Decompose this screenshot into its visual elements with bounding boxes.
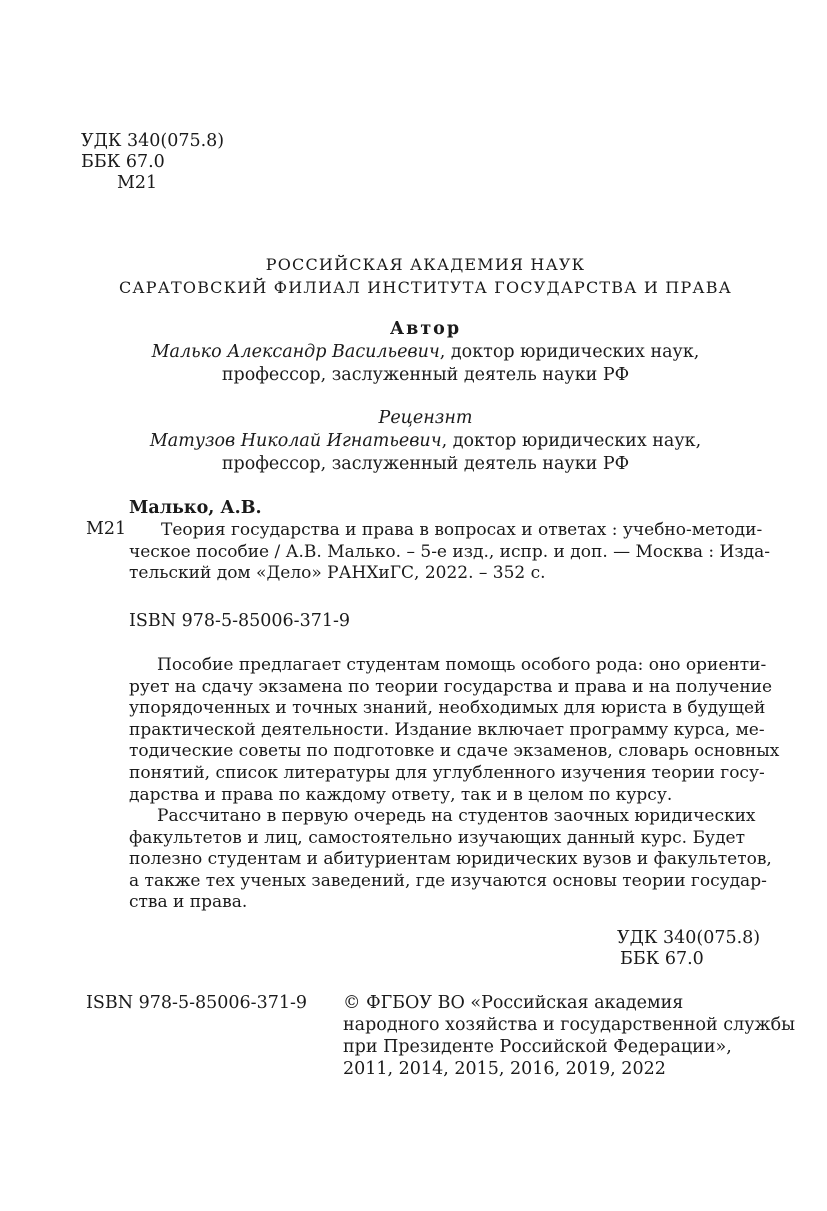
annotation-line: практической деятельности. Издание включает программу курса, ме- <box>129 719 765 740</box>
annotation-line: ства и права. <box>129 892 248 913</box>
copyright-block <box>343 993 795 1080</box>
annotation-paragraph-1 <box>129 655 780 806</box>
bibliographic-line: тельский дом «Дело» РАНХиГС, 2022. – 352 с. <box>129 563 546 584</box>
bibliographic-isbn: ISBN 978-5-85006-371-9 <box>129 611 351 631</box>
reviewer-credentials-1: , доктор юридических наук, <box>441 431 702 451</box>
udk-code-bottom: УДК 340(075.8) <box>617 928 761 948</box>
footer-isbn: ISBN 978-5-85006-371-9 <box>86 993 308 1013</box>
annotation-line: факультетов и лиц, самостоятельно изучающих данный курс. Будет <box>129 827 745 848</box>
annotation-line: упорядоченных и точных знаний, необходимых для юриста в будущей <box>129 698 766 719</box>
copyright-line: народного хозяйства и государственной службы <box>343 1015 796 1035</box>
annotation-line: рует на сдачу экзамена по теории государства и права и на получение <box>129 676 773 697</box>
annotation-line: тодические советы по подготовке и сдаче экзаменов, словарь основных <box>129 741 780 762</box>
annotation-line: Пособие предлагает студентам помощь особого рода: оно ориенти- <box>157 655 767 675</box>
copyright-line: при Президенте Российской Федерации», <box>343 1037 732 1057</box>
bbk-code-bottom: ББК 67.0 <box>620 949 704 969</box>
annotation-line: Рассчитано в первую очередь на студентов заочных юридических <box>157 806 756 826</box>
reviewer-heading: Рецензнт <box>378 408 473 428</box>
udk-code-top: УДК 340(075.8) <box>81 131 225 151</box>
reviewer-credentials-2: профессор, заслуженный деятель науки РФ <box>221 454 630 474</box>
bibliographic-line: ческое пособие / А.В. Малько. – 5-е изд., испр. и доп. — Москва : Изда- <box>129 541 771 562</box>
annotation-line: дарства и права по каждому ответу, так и в целом по курсу. <box>129 784 673 805</box>
bbk-code-top: ББК 67.0 <box>81 152 165 172</box>
copyright-line: © ФГБОУ ВО «Российская академия <box>343 993 684 1013</box>
organization-academy: РОССИЙСКАЯ АКАДЕМИЯ НАУК <box>265 255 586 274</box>
author-heading: Автор <box>389 319 462 339</box>
annotation-paragraph-2 <box>129 806 772 914</box>
annotation-line: полезно студентам и абитуриентам юридических вузов и факультетов, <box>129 849 772 870</box>
author-mark-top: М21 <box>117 173 158 193</box>
annotation-line: понятий, список литературы для углубленного изучения теории госу- <box>129 762 765 783</box>
bibliographic-line: Теория государства и права в вопросах и ответах : учебно-методи- <box>161 520 763 540</box>
bibliographic-heading: Малько, А.В. <box>129 498 262 518</box>
reviewer-name: Матузов Николай Игнатьевич <box>149 431 442 451</box>
reviewer-name-line <box>0 431 827 452</box>
author-credentials-2: профессор, заслуженный деятель науки РФ <box>221 365 630 385</box>
author-name-line <box>0 342 827 363</box>
bibliographic-author-mark: М21 <box>86 519 127 539</box>
bibliographic-description <box>129 520 771 585</box>
author-name: Малько Александр Васильевич <box>151 342 440 362</box>
copyright-line: 2011, 2014, 2015, 2016, 2019, 2022 <box>343 1059 666 1079</box>
annotation-line: а также тех ученых заведений, где изучаются основы теории государ- <box>129 870 767 891</box>
author-credentials-1: , доктор юридических наук, <box>439 342 700 362</box>
organization-branch: САРАТОВСКИЙ ФИЛИАЛ ИНСТИТУТА ГОСУДАРСТВА И ПРАВА <box>118 278 732 297</box>
